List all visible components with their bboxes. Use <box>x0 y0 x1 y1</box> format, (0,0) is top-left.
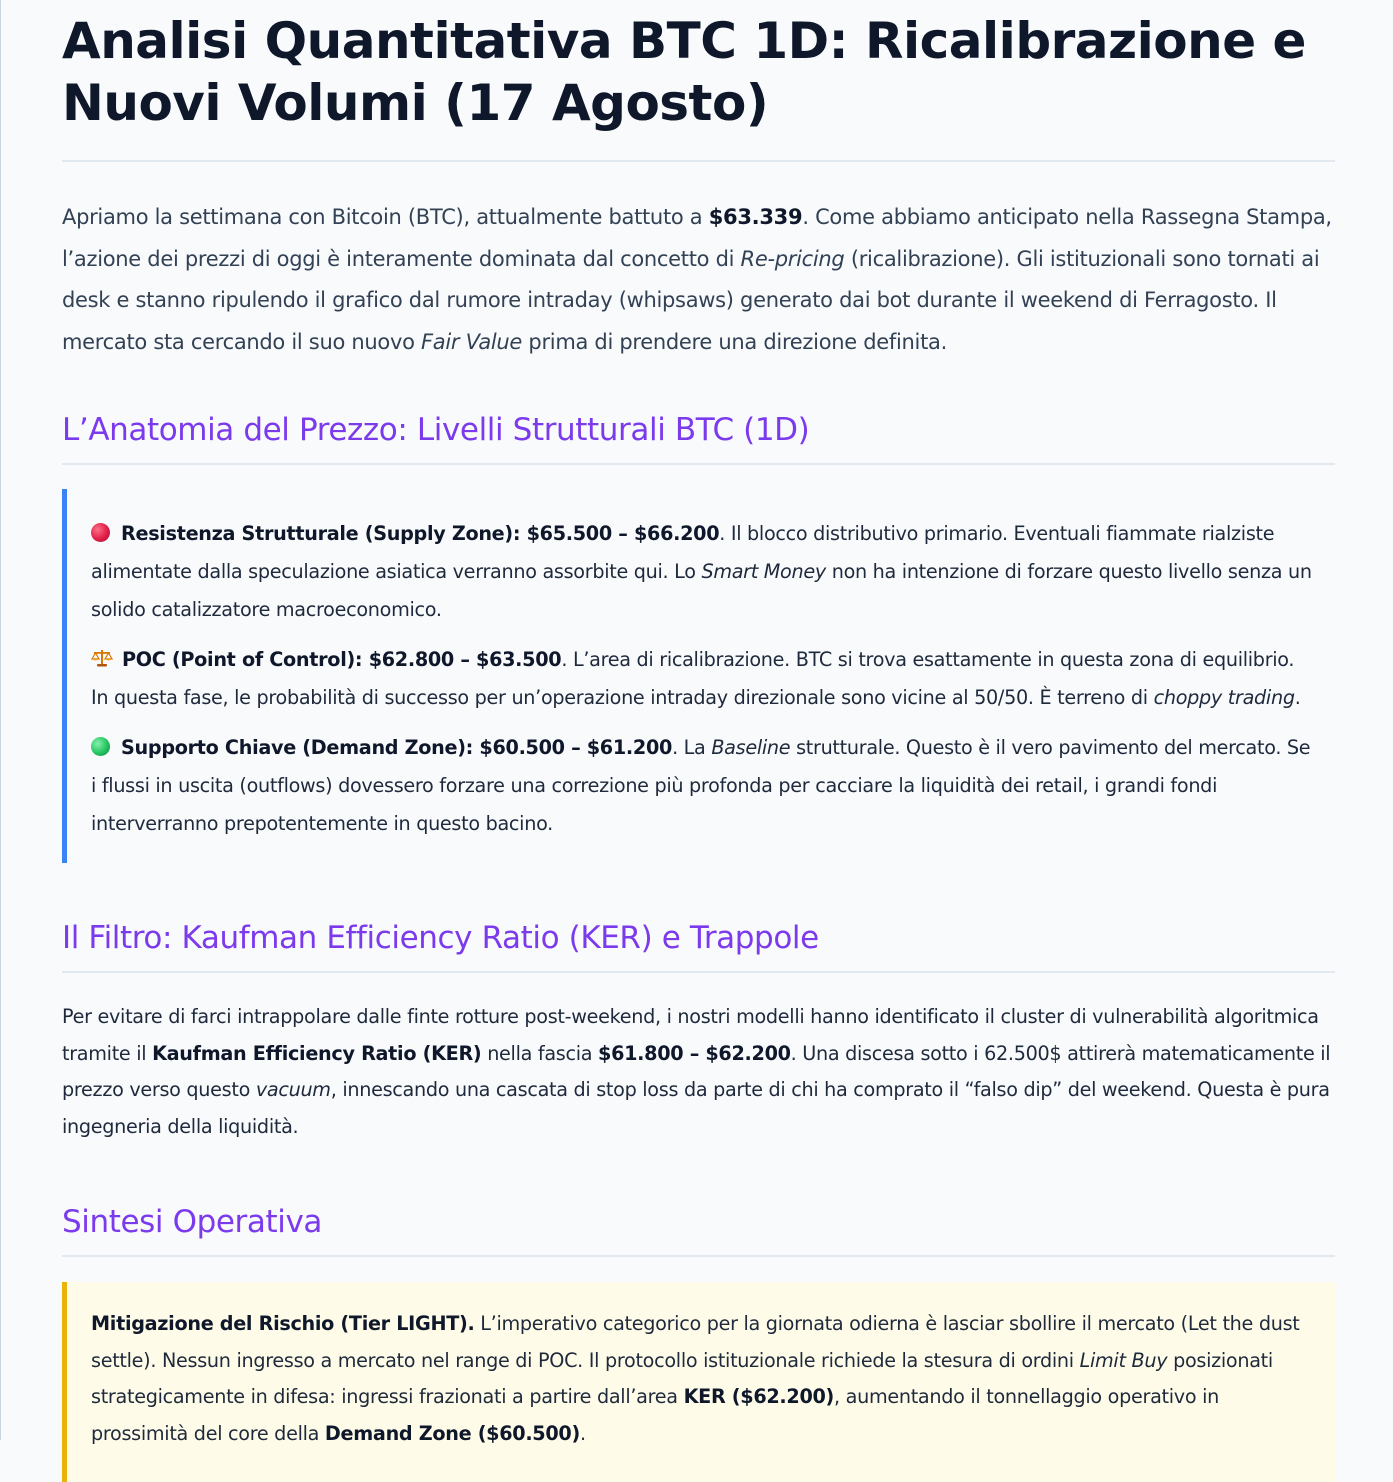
intro-text: (ricalibrazione). Gli istituzionali sono tornati ai desk e stanno ripulendo il grafico dal rumore intraday (whipsaws) generato dai bot durante il weekend di Ferragosto. Il mercato sta cercando il suo nuovo <box>62 246 1320 354</box>
vacuum-term: vacuum <box>255 1078 331 1101</box>
support-level <box>91 729 1315 843</box>
repricing-term: Re-pricing <box>740 246 845 271</box>
ker-range: $61.800 – $62.200 <box>598 1041 791 1065</box>
risk-label: Mitigazione del Rischio (Tier LIGHT). <box>91 1312 475 1335</box>
poc-text: . L’area di ricalibrazione. BTC si trova esattamente in questa zona di equilibrio. In questa fase, le probabilità di successo per un’operazione intraday direzionale sono vicine al 50/50. È terreno di <box>91 648 1295 709</box>
section-heading-filter: Il Filtro: Kaufman Efficiency Ratio (KER) e Trappole <box>62 911 1335 973</box>
resistance-text: non ha intenzione di forzare questo livello senza un solido catalizzatore macroeconomico. <box>91 560 1312 621</box>
choppy-trading-term: choppy trading <box>1153 686 1295 709</box>
filter-text: , innescando una cascata di stop loss da parte di chi ha comprato il “falso dip” del weekend. Questa è pura ingegneria della liquidità. <box>62 1078 1330 1138</box>
resistance-label: Resistenza Strutturale (Supply Zone): $65.500 – $66.200 <box>121 522 720 545</box>
demand-zone-level: Demand Zone ($60.500) <box>324 1421 580 1445</box>
poc-label: POC (Point of Control): $62.800 – $63.500 <box>122 648 562 671</box>
filter-text: nella fascia <box>481 1041 599 1065</box>
summary-text: , aumentando il tonnellaggio operativo in prossimità del core della <box>91 1385 1219 1445</box>
limit-buy-term: Limit Buy <box>1079 1348 1168 1372</box>
levels-callout <box>62 489 1335 863</box>
current-price: $63.339 <box>708 205 803 229</box>
intro-text: prima di prendere una direzione definita. <box>522 329 947 354</box>
smart-money-term: Smart Money <box>701 560 826 583</box>
poc-level <box>91 641 1315 717</box>
filter-text: . Una discesa sotto i 62.500$ attirerà matematicamente il prezzo verso questo <box>62 1041 1331 1101</box>
resistance-text: . Il blocco distributivo primario. Eventuali fiammate rialziste alimentate dalla speculazione asiatica verranno assorbite qui. Lo <box>91 522 1275 583</box>
resistance-level <box>91 515 1315 629</box>
summary-callout <box>62 1282 1335 1482</box>
article <box>62 0 1335 1482</box>
ker-term: Kaufman Efficiency Ratio (KER) <box>152 1041 482 1065</box>
red-circle-icon <box>91 523 110 542</box>
filter-paragraph <box>62 999 1335 1145</box>
green-circle-icon <box>91 737 110 756</box>
balance-scale-icon <box>91 648 113 668</box>
section-heading-levels: L’Anatomia del Prezzo: Livelli Strutturali BTC (1D) <box>62 403 1335 465</box>
support-label: Supporto Chiave (Demand Zone): $60.500 – $61.200 <box>121 736 673 759</box>
summary-text: L’imperativo categorico per la giornata odierna è lasciar sbollire il mercato (Let the dust settle). Nessun ingresso a mercato nel range di POC. Il protocollo istituzionale richiede la stesura di ordini <box>91 1312 1300 1372</box>
baseline-term: Baseline <box>711 736 791 759</box>
intro-text: . Come abbiamo anticipato nella Rassegna Stampa, l’azione dei prezzi di oggi è interamente dominata dal concetto di <box>62 205 1332 271</box>
intro-text: Apriamo la settimana con Bitcoin (BTC), attualmente battuto a <box>62 205 709 229</box>
section-heading-summary: Sintesi Operativa <box>62 1195 1335 1257</box>
summary-text: posizionati strategicamente in difesa: ingressi frazionati a partire dall’area <box>91 1348 1273 1408</box>
support-text: strutturale. Questo è il vero pavimento del mercato. Se i flussi in uscita (outflows) dovessero forzare una correzione più profonda per cacciare la liquidità dei retail, i grandi fondi interverranno prepotentemente in questo bacino. <box>91 736 1311 835</box>
summary-text: . <box>579 1421 586 1445</box>
poc-text: . <box>1294 686 1301 709</box>
page-title: Analisi Quantitativa BTC 1D: Ricalibrazione e Nuovi Volumi (17 Agosto) <box>62 10 1335 162</box>
support-text: . La <box>672 736 712 759</box>
filter-text: Per evitare di farci intrappolare dalle finte rotture post-weekend, i nostri modelli hanno identificato il cluster di vulnerabilità algoritmica tramite il <box>62 1005 1319 1065</box>
ker-level: KER ($62.200) <box>683 1385 835 1408</box>
fair-value-term: Fair Value <box>421 329 523 354</box>
intro-paragraph <box>62 197 1335 363</box>
